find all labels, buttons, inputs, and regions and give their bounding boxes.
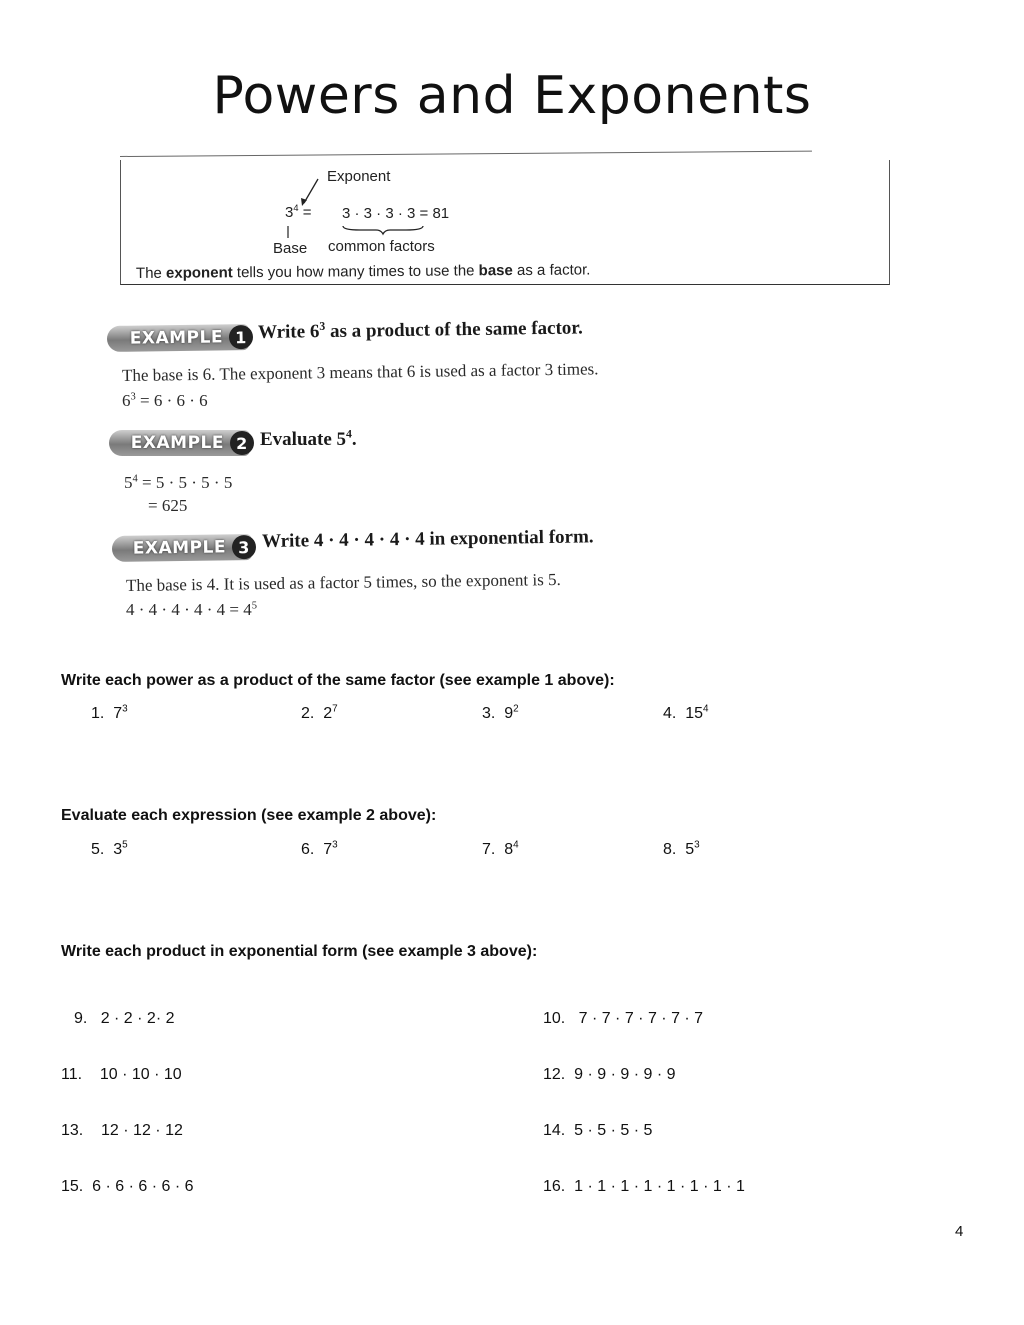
common-factors-brace	[343, 226, 423, 234]
problem-7: 7. $8^4$	[482, 839, 519, 858]
problem-1: 1. $7^3$	[91, 703, 128, 722]
power-expansion: 3 · 3 · 3 · 3 = 81	[342, 205, 450, 222]
example-badge-label: EXAMPLE	[130, 433, 224, 453]
example-2-heading: Evaluate $5^4$.	[260, 427, 357, 450]
power-expression	[285, 204, 311, 221]
page-number: 4	[955, 1223, 964, 1240]
example-2-badge	[109, 430, 250, 456]
exponent-arrow-line	[304, 179, 318, 203]
problem-2: 2. $2^7$	[301, 703, 338, 722]
definition-sentence: The exponent tells you how many times to use the base as a factor.	[135, 261, 591, 282]
problem-6: 6. $7^3$	[301, 839, 338, 858]
base-term: base	[478, 262, 513, 280]
problem-16: 16. 1 · 1 · 1 · 1 · 1 · 1 · 1 · 1	[543, 1178, 745, 1195]
example-3-result: $4 \cdot 4 \cdot 4 \cdot 4 \cdot 4 = 4^5$	[126, 600, 257, 619]
problem-12: 12. 9 · 9 · 9 · 9 · 9	[543, 1066, 676, 1083]
section-3-heading: Write each product in exponential form (see example 3 above):	[61, 943, 538, 960]
definition-arrows	[0, 0, 1024, 300]
example-3-explanation: The base is 4. It is used as a factor 5 times, so the exponent is 5.	[125, 569, 561, 595]
example-3-badge	[112, 534, 252, 562]
example-badge-number: 2	[230, 431, 254, 455]
example-2-expansion: $5^4 = 5 \cdot 5 \cdot 5 \cdot 5$	[124, 473, 233, 492]
common-factors-label: common factors	[328, 238, 435, 255]
example-1-explanation: The base is 6. The exponent 3 means that 6 is used as a factor 3 times.	[121, 359, 599, 385]
page-title: Powers and Exponents	[212, 66, 812, 126]
example-3-heading: Write 4 · 4 · 4 · 4 · 4 in exponential form.	[261, 526, 594, 552]
exponent-label: Exponent	[327, 168, 391, 185]
problem-3: 3. $9^2$	[482, 703, 519, 722]
problem-5: 5. $3^5$	[91, 839, 128, 858]
equals-sign: =	[302, 204, 312, 221]
example-badge-number: 1	[229, 325, 253, 349]
exponent-term: exponent	[165, 264, 233, 282]
problem-8: 8. $5^3$	[663, 839, 700, 858]
problem-10: 10. 7 · 7 · 7 · 7 · 7 · 7	[543, 1010, 704, 1027]
example-badge-label: EXAMPLE	[132, 537, 227, 559]
problem-15: 15. 6 · 6 · 6 · 6 · 6	[61, 1178, 194, 1195]
power-exponent: 4	[293, 203, 299, 213]
section-2-heading: Evaluate each expression (see example 2 above):	[61, 807, 437, 824]
example-badge-number: 3	[232, 535, 256, 559]
problem-4: 4. $15^4$	[663, 703, 709, 722]
problem-9: 9. 2 · 2 · 2· 2	[74, 1010, 175, 1027]
example-1-heading: Write $6^3$ as a product of the same factor.	[257, 317, 583, 343]
section-1-heading: Write each power as a product of the same factor (see example 1 above):	[61, 672, 615, 689]
power-base: 3	[285, 204, 294, 221]
example-1-badge	[107, 324, 249, 352]
problem-11: 11. 10 · 10 · 10	[61, 1066, 182, 1083]
example-1-result: $6^3 = 6 \cdot 6 \cdot 6$	[122, 391, 208, 410]
problem-14: 14. 5 · 5 · 5 · 5	[543, 1122, 653, 1139]
example-badge-label: EXAMPLE	[129, 327, 224, 349]
problem-13: 13. 12 · 12 · 12	[61, 1122, 183, 1139]
base-label: Base	[273, 240, 308, 257]
example-2-result: = 625	[148, 496, 188, 515]
